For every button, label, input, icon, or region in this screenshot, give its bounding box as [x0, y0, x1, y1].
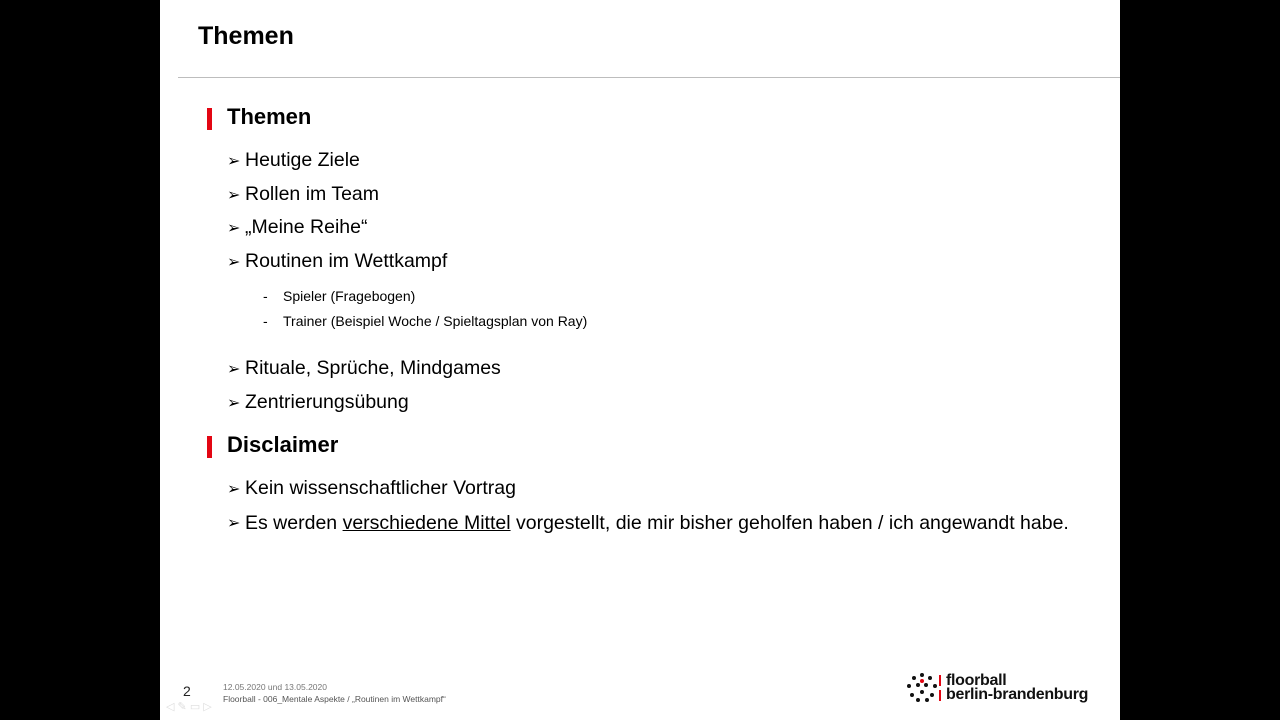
bullet-item: [227, 149, 360, 172]
floorball-ball-icon: [906, 672, 938, 704]
floorball-logo: [906, 670, 1106, 710]
slide: [160, 0, 1120, 720]
bullet-arrow-icon: ➢: [227, 361, 241, 378]
bullet-arrow-icon: ➢: [227, 481, 241, 498]
sub-item: [263, 313, 587, 329]
bullet-item: [227, 216, 367, 239]
bullet-text: „Meine Reihe“: [245, 216, 368, 238]
logo-line1: floorball: [946, 672, 1007, 689]
section-marker: [207, 436, 212, 458]
pen-icon[interactable]: ✎: [177, 701, 187, 713]
bullet-text: Routinen im Wettkampf: [245, 250, 448, 272]
prev-arrow-icon[interactable]: ◁: [166, 701, 175, 713]
bullet-item: [227, 357, 501, 380]
next-arrow-icon[interactable]: ▷: [203, 701, 212, 713]
bullet-item: [227, 183, 379, 206]
bullet-item: [227, 250, 447, 273]
bullet-arrow-icon: ➢: [227, 395, 241, 412]
bullet-text: Rollen im Team: [245, 183, 380, 205]
sub-item: [263, 288, 415, 304]
sub-dash: -: [263, 313, 268, 329]
menu-icon[interactable]: ▭: [189, 701, 201, 713]
sub-text: Spieler (Fragebogen): [283, 288, 416, 304]
section-heading: Disclaimer: [227, 432, 339, 457]
footer-date: 12.05.2020 und 13.05.2020: [223, 682, 327, 692]
logo-accent-mark: [939, 675, 941, 686]
underlined-phrase: verschiedene Mittel: [342, 512, 511, 534]
bullet-text: Kein wissenschaftlicher Vortrag: [245, 477, 516, 499]
sub-text: Trainer (Beispiel Woche / Spieltagsplan von Ray): [283, 313, 588, 329]
slideshow-nav-controls[interactable]: [166, 700, 212, 713]
bullet-item: [227, 477, 516, 500]
logo-accent-mark: [939, 690, 941, 701]
bullet-text: Heutige Ziele: [245, 149, 360, 171]
bullet-arrow-icon: ➢: [227, 153, 241, 170]
paragraph-text: [245, 510, 1087, 537]
bullet-arrow-icon: ➢: [227, 187, 241, 204]
bullet-arrow-icon: ➢: [227, 254, 241, 271]
bullet-arrow-icon: ➢: [227, 220, 241, 237]
footer-title: Floorball - 006_Mentale Aspekte / „Routinen im Wettkampf“: [223, 694, 446, 704]
page-number: 2: [183, 683, 191, 699]
bullet-text: Rituale, Sprüche, Mindgames: [245, 357, 501, 379]
bullet-item: [227, 391, 409, 414]
bullet-paragraph: [227, 510, 1087, 537]
slide-title: Themen: [198, 22, 294, 50]
sub-dash: -: [263, 288, 268, 304]
paragraph-text-start: Es werden: [245, 512, 343, 534]
bullet-arrow-icon: ➢: [227, 515, 241, 532]
bullet-text: Zentrierungsübung: [245, 391, 409, 413]
logo-line2: berlin-brandenburg: [946, 686, 1089, 703]
paragraph-text-end: vorgestellt, die mir bisher geholfen haben / ich angewandt habe.: [510, 512, 1069, 534]
section-marker: [207, 108, 212, 130]
section-heading: Themen: [227, 104, 312, 129]
title-divider: [178, 77, 1120, 78]
